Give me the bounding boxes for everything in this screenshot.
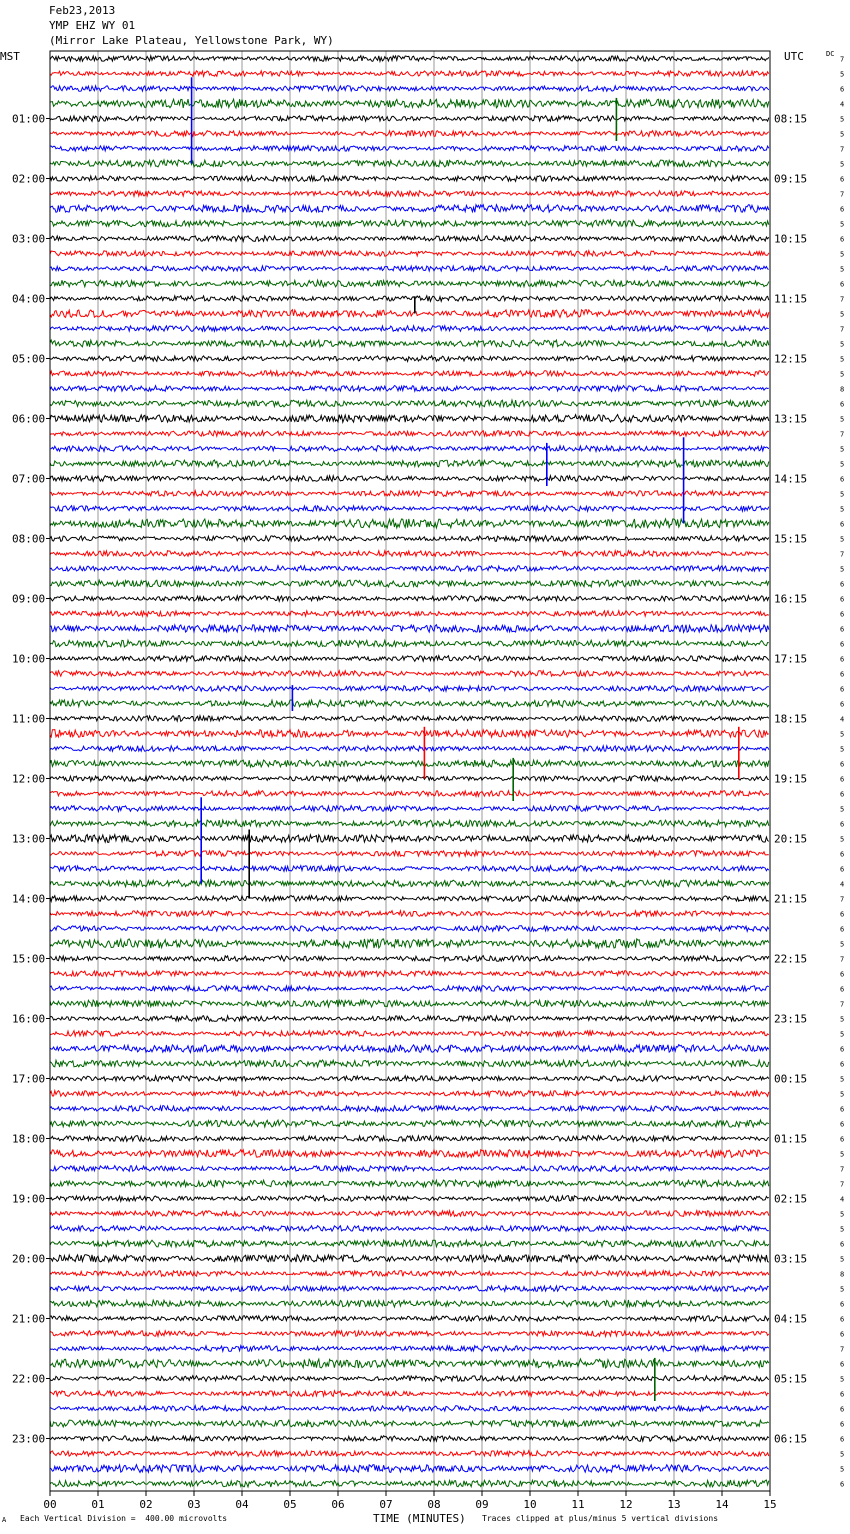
trace-line bbox=[50, 730, 769, 738]
dc-offset-value: 4 bbox=[840, 1195, 845, 1204]
x-tick-label: 06 bbox=[331, 1498, 345, 1511]
trace-line bbox=[50, 911, 769, 917]
trace-line bbox=[50, 1406, 769, 1412]
x-tick-label: 08 bbox=[427, 1498, 441, 1511]
trace-line bbox=[50, 460, 769, 467]
trace-line bbox=[50, 656, 769, 662]
trace-line bbox=[50, 1060, 769, 1067]
right-hour-label: 06:15 bbox=[774, 1432, 808, 1446]
dc-offset-value: 5 bbox=[840, 1075, 845, 1084]
trace-line bbox=[50, 310, 769, 318]
left-hour-label: 22:00 bbox=[12, 1372, 46, 1386]
dc-offset-value: 5 bbox=[840, 370, 845, 379]
right-hour-label: 16:15 bbox=[774, 592, 808, 606]
x-tick-label: 11 bbox=[571, 1498, 585, 1511]
trace-line bbox=[50, 476, 769, 482]
trace-line bbox=[50, 1436, 769, 1442]
left-hour-label: 07:00 bbox=[12, 472, 46, 486]
dc-offset-value: 6 bbox=[840, 820, 845, 829]
right-hour-label: 14:15 bbox=[774, 472, 808, 486]
trace-line bbox=[50, 866, 769, 872]
x-tick-label: 01 bbox=[91, 1498, 105, 1511]
dc-offset-value: 6 bbox=[840, 970, 845, 979]
trace-line bbox=[50, 86, 769, 92]
trace-line bbox=[50, 671, 769, 677]
dc-offset-value: 5 bbox=[840, 505, 845, 514]
left-hour-label: 11:00 bbox=[12, 712, 46, 726]
trace-line bbox=[50, 820, 769, 827]
dc-offset-value: 6 bbox=[840, 1300, 845, 1309]
dc-offset-value: 5 bbox=[840, 415, 845, 424]
trace-line bbox=[50, 596, 769, 602]
right-hour-label: 10:15 bbox=[774, 232, 808, 246]
dc-offset-value: 7 bbox=[840, 325, 845, 334]
dc-offset-value: 6 bbox=[840, 85, 845, 94]
dc-offset-value: 6 bbox=[840, 865, 845, 874]
dc-offset-value: 6 bbox=[840, 670, 845, 679]
trace-line bbox=[50, 1150, 769, 1158]
trace-line bbox=[50, 191, 769, 197]
x-tick-label: 15 bbox=[763, 1498, 777, 1511]
dc-offset-value: 6 bbox=[840, 985, 845, 994]
x-tick-label: 05 bbox=[283, 1498, 297, 1511]
trace-line bbox=[50, 746, 769, 752]
trace-line bbox=[50, 835, 769, 843]
trace-line bbox=[50, 1346, 769, 1352]
dc-offset-value: 6 bbox=[840, 1105, 845, 1114]
dc-offset-value: 5 bbox=[840, 1255, 845, 1264]
seismic-traces bbox=[50, 56, 769, 1487]
trace-line bbox=[50, 640, 769, 647]
dc-offset-value: 7 bbox=[840, 895, 845, 904]
dc-offset-value: 6 bbox=[840, 700, 845, 709]
right-hour-label: 00:15 bbox=[774, 1072, 808, 1086]
dc-offset-value: 6 bbox=[840, 400, 845, 409]
dc-offset-value: 5 bbox=[840, 460, 845, 469]
trace-line bbox=[50, 926, 769, 932]
x-tick-label: 13 bbox=[667, 1498, 681, 1511]
dc-offset-value: 6 bbox=[840, 790, 845, 799]
dc-offset-value: 6 bbox=[840, 1420, 845, 1429]
trace-line bbox=[50, 160, 769, 167]
dc-offset-value: 5 bbox=[840, 130, 845, 139]
left-hour-label: 21:00 bbox=[12, 1312, 46, 1326]
dc-offset-value: 6 bbox=[840, 610, 845, 619]
right-hour-label: 01:15 bbox=[774, 1132, 808, 1146]
dc-offset-value: 5 bbox=[840, 745, 845, 754]
trace-line bbox=[50, 1420, 769, 1427]
left-hour-label: 16:00 bbox=[12, 1012, 46, 1026]
x-tick-label: 12 bbox=[619, 1498, 633, 1511]
right-hour-label: 23:15 bbox=[774, 1012, 808, 1026]
dc-offset-value: 5 bbox=[840, 220, 845, 229]
dc-offset-value: 6 bbox=[840, 910, 845, 919]
dc-offset-value: 6 bbox=[840, 175, 845, 184]
trace-line bbox=[50, 1106, 769, 1112]
dc-offset-value: 6 bbox=[840, 640, 845, 649]
left-hour-label: 01:00 bbox=[12, 112, 46, 126]
trace-line bbox=[50, 1180, 769, 1187]
left-hour-label: 08:00 bbox=[12, 532, 46, 546]
dc-offset-value: 6 bbox=[840, 1135, 845, 1144]
corner-mark: A bbox=[2, 1516, 7, 1524]
dc-offset-value: 5 bbox=[840, 115, 845, 124]
dc-offset-value: 7 bbox=[840, 955, 845, 964]
station-code: YMP EHZ WY 01 bbox=[49, 19, 136, 32]
trace-line bbox=[50, 1300, 769, 1307]
trace-line bbox=[50, 371, 769, 377]
trace-line bbox=[50, 956, 769, 962]
x-tick-label: 03 bbox=[187, 1498, 201, 1511]
chart-date: Feb23,2013 bbox=[49, 4, 116, 17]
trace-line bbox=[50, 760, 769, 767]
left-hour-labels bbox=[12, 113, 50, 1446]
trace-line bbox=[50, 146, 769, 151]
dc-offset-value: 8 bbox=[840, 1270, 845, 1279]
trace-line bbox=[50, 1016, 769, 1022]
trace-line bbox=[50, 519, 769, 528]
trace-line bbox=[50, 1211, 769, 1217]
left-hour-label: 23:00 bbox=[12, 1432, 46, 1446]
dc-offset-value: 7 bbox=[840, 1180, 845, 1189]
right-zone-label: UTC bbox=[784, 50, 804, 63]
trace-line bbox=[50, 1045, 769, 1053]
trace-line bbox=[50, 446, 769, 452]
trace-line bbox=[50, 776, 769, 782]
trace-line bbox=[50, 131, 769, 137]
trace-line bbox=[50, 99, 769, 108]
trace-line bbox=[50, 986, 769, 992]
trace-line bbox=[50, 880, 769, 887]
trace-line bbox=[50, 939, 769, 948]
trace-line bbox=[50, 896, 769, 902]
left-hour-label: 14:00 bbox=[12, 892, 46, 906]
trace-line bbox=[50, 1076, 769, 1082]
dc-offset-value: 6 bbox=[840, 1360, 845, 1369]
right-hour-label: 09:15 bbox=[774, 172, 808, 186]
clip-note: Traces clipped at plus/minus 5 vertical divisions bbox=[482, 1514, 719, 1523]
dc-offset-value: 6 bbox=[840, 1315, 845, 1324]
dc-offset-value: 6 bbox=[840, 925, 845, 934]
right-hour-label: 22:15 bbox=[774, 952, 808, 966]
right-hour-label: 13:15 bbox=[774, 412, 808, 426]
left-hour-label: 20:00 bbox=[12, 1252, 46, 1266]
x-tick-label: 14 bbox=[715, 1498, 729, 1511]
trace-line bbox=[50, 56, 769, 62]
dc-offset-value: 6 bbox=[840, 1045, 845, 1054]
left-hour-label: 12:00 bbox=[12, 772, 46, 786]
dc-offset-value: 6 bbox=[840, 655, 845, 664]
trace-line bbox=[50, 71, 769, 77]
scale-note: Each Vertical Division = 400.00 microvolts bbox=[20, 1514, 228, 1523]
dc-offset-value: 4 bbox=[840, 880, 845, 889]
dc-offset-value: 5 bbox=[840, 355, 845, 364]
trace-line bbox=[50, 1196, 769, 1202]
left-hour-label: 10:00 bbox=[12, 652, 46, 666]
trace-line bbox=[50, 386, 769, 392]
dc-offset-value: 6 bbox=[840, 1120, 845, 1129]
trace-line bbox=[50, 1391, 769, 1397]
trace-line bbox=[50, 296, 769, 302]
trace-line bbox=[50, 1226, 769, 1232]
right-hour-label: 03:15 bbox=[774, 1252, 808, 1266]
x-axis-ticks bbox=[43, 1491, 776, 1511]
dc-offset-value: 5 bbox=[840, 1225, 845, 1234]
trace-line bbox=[50, 400, 769, 407]
trace-line bbox=[50, 1451, 769, 1457]
right-hour-label: 17:15 bbox=[774, 652, 808, 666]
dc-offset-value: 5 bbox=[840, 730, 845, 739]
trace-line bbox=[50, 340, 769, 347]
trace-line bbox=[50, 1091, 769, 1097]
x-tick-label: 04 bbox=[235, 1498, 249, 1511]
trace-line bbox=[50, 1271, 769, 1277]
trace-line bbox=[50, 791, 769, 797]
trace-line bbox=[50, 431, 769, 437]
right-hour-label: 20:15 bbox=[774, 832, 808, 846]
dc-offset-value: 7 bbox=[840, 145, 845, 154]
left-hour-label: 15:00 bbox=[12, 952, 46, 966]
trace-line bbox=[50, 1480, 769, 1487]
trace-line bbox=[50, 686, 769, 692]
dc-offset-value: 7 bbox=[840, 1345, 845, 1354]
trace-line bbox=[50, 806, 769, 812]
dc-offset-value: 6 bbox=[840, 1480, 845, 1489]
dc-offset-value: 5 bbox=[840, 1015, 845, 1024]
trace-line bbox=[50, 1359, 769, 1368]
dc-offset-value: 5 bbox=[840, 445, 845, 454]
dc-offset-value: 7 bbox=[840, 550, 845, 559]
dc-offset-value: 6 bbox=[840, 1405, 845, 1414]
left-hour-label: 06:00 bbox=[12, 412, 46, 426]
dc-offset-value: 5 bbox=[840, 1465, 845, 1474]
right-hour-label: 11:15 bbox=[774, 292, 808, 306]
dc-offset-value: 8 bbox=[840, 385, 845, 394]
dc-offset-value: 5 bbox=[840, 160, 845, 169]
trace-line bbox=[50, 1240, 769, 1247]
left-hour-label: 18:00 bbox=[12, 1132, 46, 1146]
right-hour-label: 15:15 bbox=[774, 532, 808, 546]
dc-offset-value: 6 bbox=[840, 235, 845, 244]
dc-offset-value: 5 bbox=[840, 940, 845, 949]
dc-offset-value: 6 bbox=[840, 1390, 845, 1399]
dc-offset-value: 5 bbox=[840, 310, 845, 319]
dc-offset-value: 6 bbox=[840, 850, 845, 859]
trace-line bbox=[50, 266, 769, 271]
dc-offset-value: 5 bbox=[840, 535, 845, 544]
dc-offset-value: 7 bbox=[840, 1165, 845, 1174]
trace-line bbox=[50, 236, 769, 242]
trace-line bbox=[50, 566, 769, 572]
dc-offset-value: 4 bbox=[840, 100, 845, 109]
left-hour-label: 17:00 bbox=[12, 1072, 46, 1086]
x-tick-label: 10 bbox=[523, 1498, 537, 1511]
dc-offset-value: 6 bbox=[840, 625, 845, 634]
dc-offset-value: 6 bbox=[840, 205, 845, 214]
trace-line bbox=[50, 1316, 769, 1322]
dc-offset-value: 5 bbox=[840, 835, 845, 844]
trace-line bbox=[50, 251, 769, 257]
trace-line bbox=[50, 1031, 769, 1037]
dc-offset-value: 6 bbox=[840, 760, 845, 769]
trace-line bbox=[50, 700, 769, 707]
trace-line bbox=[50, 506, 769, 512]
x-tick-label: 02 bbox=[139, 1498, 153, 1511]
dc-offset-value: 5 bbox=[840, 490, 845, 499]
right-hour-label: 21:15 bbox=[774, 892, 808, 906]
dc-offset-labels bbox=[840, 56, 844, 1489]
dc-offset-value: 5 bbox=[840, 1090, 845, 1099]
left-hour-label: 02:00 bbox=[12, 172, 46, 186]
trace-line bbox=[50, 1166, 769, 1172]
dc-offset-value: 5 bbox=[840, 250, 845, 259]
trace-line bbox=[50, 326, 769, 332]
dc-offset-value: 6 bbox=[840, 685, 845, 694]
dc-offset-value: 7 bbox=[840, 190, 845, 199]
dc-offset-value: 6 bbox=[840, 1060, 845, 1069]
dc-offset-value: 6 bbox=[840, 580, 845, 589]
x-axis-title: TIME (MINUTES) bbox=[373, 1512, 466, 1525]
dc-offset-value: 7 bbox=[840, 295, 845, 304]
trace-line bbox=[50, 176, 769, 182]
trace-line bbox=[50, 1286, 769, 1292]
left-hour-label: 05:00 bbox=[12, 352, 46, 366]
dc-offset-value: 5 bbox=[840, 70, 845, 79]
trace-line bbox=[50, 280, 769, 287]
right-hour-label: 19:15 bbox=[774, 772, 808, 786]
left-hour-label: 04:00 bbox=[12, 292, 46, 306]
dc-offset-value: 7 bbox=[840, 430, 845, 439]
dc-offset-value: 7 bbox=[840, 1000, 845, 1009]
trace-line bbox=[50, 536, 769, 542]
trace-line bbox=[50, 116, 769, 122]
station-location: (Mirror Lake Plateau, Yellowstone Park, WY) bbox=[49, 34, 334, 47]
dc-offset-value: 5 bbox=[840, 1375, 845, 1384]
right-hour-label: 08:15 bbox=[774, 112, 808, 126]
trace-line bbox=[50, 851, 769, 857]
trace-line bbox=[50, 491, 769, 497]
trace-line bbox=[50, 1136, 769, 1142]
right-hour-label: 12:15 bbox=[774, 352, 808, 366]
dc-offset-value: 5 bbox=[840, 1450, 845, 1459]
trace-line bbox=[50, 716, 769, 722]
right-hour-label: 05:15 bbox=[774, 1372, 808, 1386]
dc-offset-value: 5 bbox=[840, 1030, 845, 1039]
x-tick-label: 07 bbox=[379, 1498, 393, 1511]
dc-offset-value: 5 bbox=[840, 1150, 845, 1159]
dc-offset-value: 6 bbox=[840, 520, 845, 529]
dc-offset-value: 4 bbox=[840, 715, 845, 724]
x-tick-label: 09 bbox=[475, 1498, 489, 1511]
dc-offset-value: 6 bbox=[840, 280, 845, 289]
dc-offset-value: 5 bbox=[840, 265, 845, 274]
dc-offset-value: 5 bbox=[840, 340, 845, 349]
x-tick-label: 00 bbox=[43, 1498, 57, 1511]
trace-line bbox=[50, 625, 769, 633]
trace-line bbox=[50, 220, 769, 227]
trace-line bbox=[50, 1376, 769, 1382]
dc-offset-value: 6 bbox=[840, 1435, 845, 1444]
left-hour-label: 13:00 bbox=[12, 832, 46, 846]
dc-offset-header: DC bbox=[826, 50, 835, 58]
dc-offset-value: 5 bbox=[840, 565, 845, 574]
trace-line bbox=[50, 551, 769, 557]
left-hour-label: 19:00 bbox=[12, 1192, 46, 1206]
trace-line bbox=[50, 1465, 769, 1473]
minute-grid bbox=[98, 51, 722, 1491]
dc-offset-value: 6 bbox=[840, 1330, 845, 1339]
dc-offset-value: 6 bbox=[840, 475, 845, 484]
trace-line bbox=[50, 415, 769, 423]
trace-line bbox=[50, 1120, 769, 1127]
dc-offset-value: 7 bbox=[840, 55, 845, 64]
dc-offset-value: 6 bbox=[840, 595, 845, 604]
trace-line bbox=[50, 205, 769, 213]
trace-line bbox=[50, 356, 769, 362]
dc-offset-value: 5 bbox=[840, 805, 845, 814]
trace-line bbox=[50, 1000, 769, 1007]
dc-offset-value: 6 bbox=[840, 775, 845, 784]
trace-line bbox=[50, 971, 769, 977]
trace-line bbox=[50, 611, 769, 616]
left-hour-label: 09:00 bbox=[12, 592, 46, 606]
dc-offset-value: 5 bbox=[840, 1285, 845, 1294]
right-hour-label: 04:15 bbox=[774, 1312, 808, 1326]
clipped-spikes bbox=[192, 77, 739, 1401]
left-zone-label: MST bbox=[0, 50, 20, 63]
dc-offset-value: 5 bbox=[840, 1210, 845, 1219]
trace-line bbox=[50, 580, 769, 587]
right-hour-labels bbox=[774, 113, 807, 1446]
left-hour-label: 03:00 bbox=[12, 232, 46, 246]
right-hour-label: 02:15 bbox=[774, 1192, 808, 1206]
dc-offset-value: 6 bbox=[840, 1240, 845, 1249]
right-hour-label: 18:15 bbox=[774, 712, 808, 726]
trace-line bbox=[50, 1331, 769, 1337]
trace-line bbox=[50, 1255, 769, 1263]
